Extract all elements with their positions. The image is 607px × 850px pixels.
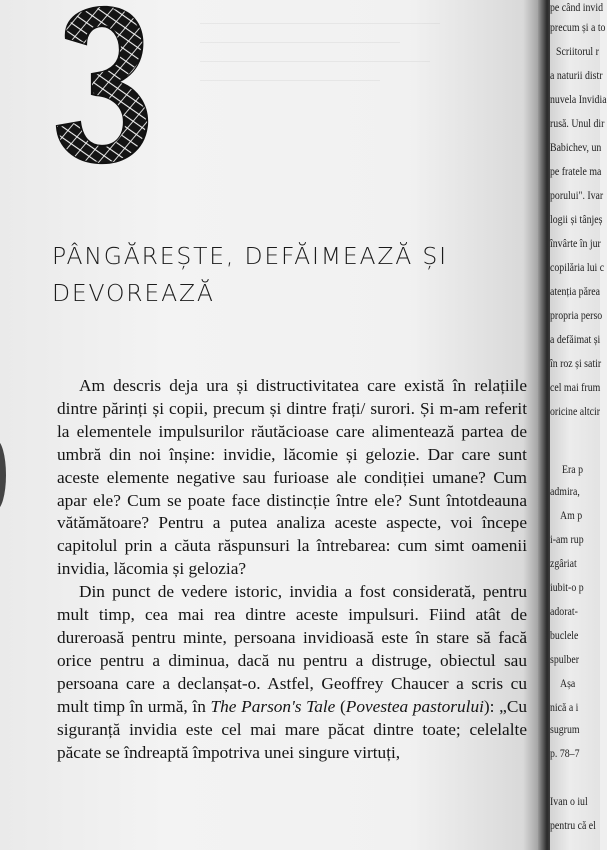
chapter-title-line-2: DEVOREAZĂ: [52, 279, 215, 307]
next-page-line: Așa: [560, 676, 576, 690]
next-page-line: i-am rup: [550, 532, 584, 546]
next-page-line: Era p: [562, 462, 584, 476]
next-page-line: sugrum: [550, 722, 580, 736]
next-page-line: porului". Ivar: [550, 188, 604, 202]
next-page-line: propria perso: [550, 308, 603, 322]
chapter-number-art: [52, 4, 152, 166]
next-page-line: rusă. Unul dir: [550, 116, 605, 130]
chapter-title-line-1: PÂNGĂREȘTE, DEFĂIMEAZĂ ȘI: [52, 242, 448, 270]
next-page-line: copilăria lui c: [550, 260, 605, 274]
next-page-line: precum și a to: [550, 20, 606, 34]
next-page-line: pe când invid: [550, 0, 604, 14]
paragraph-1: Am descris deja ura și distructivitatea care există în relațiile dintre părinți și copii, precum și dintre frați/ surori. Și m-am referit la elementele impulsurilor răutăcioase care alimentează partea de umbră din noi înșine: invidie, lăcomie și gelozie. Dar care sunt aceste elemente negative sau furioase ale condiției umane? Cum apar ele? Cum se poate face distincție între ele? Sunt întotdeauna vătămătoare? Pentru a putea analiza aceste aspecte, voi începe capitolul prin a căuta răspunsuri la întrebarea: cum simt oamenii invidia, lăcomia și gelozia?: [57, 376, 527, 579]
bleed-through-text: [200, 5, 500, 81]
next-page-fragment: [550, 0, 607, 850]
next-page-line: pentru că el: [550, 818, 596, 832]
next-page-line: a naturii distr: [550, 68, 603, 82]
chapter-number-glyph: [52, 4, 152, 166]
next-page-line: Babichev, un: [550, 140, 602, 154]
paragraph-2: Din punct de vedere istoric, invidia a fost considerată, pentru mult timp, cea mai rea dintre aceste impulsuri. Fiind atât de dureroasă pentru minte, persoana invidioasă este în stare să facă orice pentru a diminua, dacă nu pentru a distruge, obiectul sau persoana care a declanșat-o. Astfel, Geoffrey Chaucer a scris cu mult timp în urmă, în The Parson's Tale (Povestea pastorului): „Cu siguranță invidia este cel mai mare păcat dintre toate; celelalte păcate se îndreaptă împotriva unei singure virtuți,: [57, 582, 527, 762]
next-page-line: Ivan o iul: [550, 794, 588, 808]
next-page-line: pe fratele ma: [550, 164, 602, 178]
next-page-line: p. 78–7: [550, 746, 580, 760]
next-page-line: admira,: [550, 484, 580, 498]
next-page-line: a defăimat și: [550, 332, 601, 346]
next-page-line: buclele: [550, 628, 579, 642]
next-page-line: spulber: [550, 652, 579, 666]
next-page-line: Am p: [560, 508, 583, 522]
next-page-line: adorat-: [550, 604, 578, 618]
next-page-line: nuvela Invidia: [550, 92, 607, 106]
next-page-line: atenția părea: [550, 284, 600, 298]
next-page-line: în roz și satir: [550, 356, 602, 370]
next-page-line: Scriitorul r: [556, 44, 599, 58]
next-page-line: învârte în jur: [550, 236, 601, 250]
next-page-line: nică a i: [550, 700, 579, 714]
next-page-line: logii și tânjeș: [550, 212, 603, 226]
next-page-line: oricine altcir: [550, 404, 600, 418]
chapter-title: [52, 238, 492, 312]
body-text: [57, 375, 527, 764]
next-page-line: cel mai frum: [550, 380, 601, 394]
next-page-line: iubit-o p: [550, 580, 584, 594]
next-page-line: zgâriat: [550, 556, 577, 570]
